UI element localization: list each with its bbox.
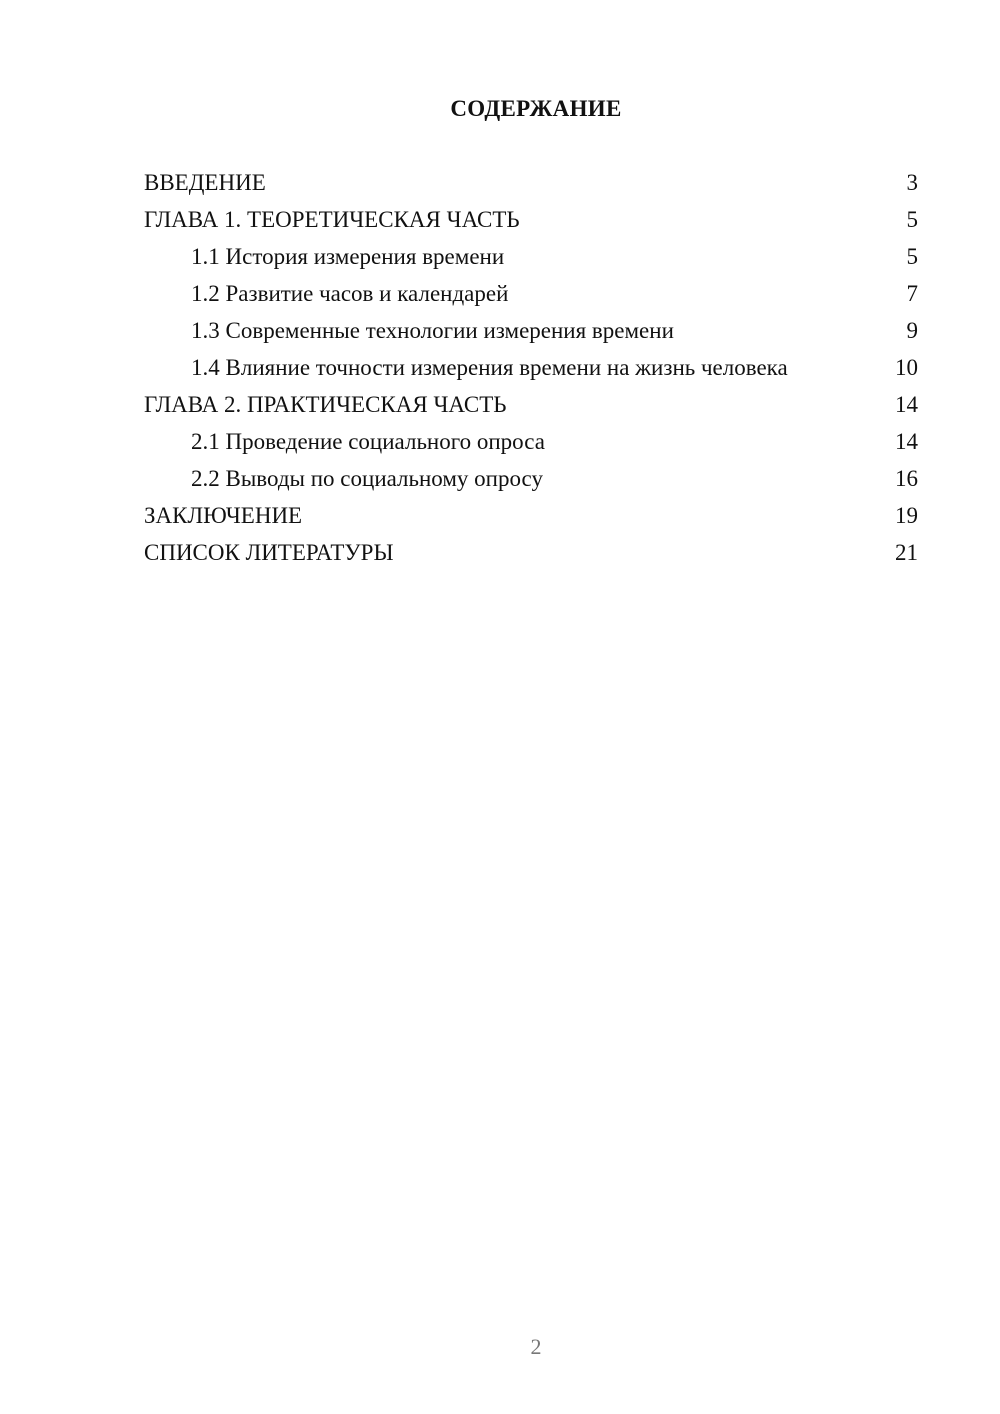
toc-entry-page: 9	[906, 318, 918, 343]
toc-entry-page: 16	[895, 466, 918, 491]
toc-entry-section-2-1[interactable]	[144, 428, 918, 456]
toc-entry-label: ГЛАВА 2. ПРАКТИЧЕСКАЯ ЧАСТЬ	[144, 392, 507, 417]
toc-entry-conclusion[interactable]	[144, 502, 918, 530]
toc-entry-label: ГЛАВА 1. ТЕОРЕТИЧЕСКАЯ ЧАСТЬ	[144, 207, 520, 232]
toc-entry-page: 10	[895, 355, 918, 380]
table-of-contents	[144, 169, 918, 576]
toc-entry-label: СПИСОК ЛИТЕРАТУРЫ	[144, 540, 394, 565]
toc-entry-page: 14	[895, 429, 918, 454]
toc-entry-label: 1.4 Влияние точности измерения времени на жизнь человека	[191, 355, 788, 380]
toc-entry-label: 1.1 История измерения времени	[191, 244, 505, 269]
toc-entry-chapter-2[interactable]	[144, 391, 918, 419]
toc-entry-section-1-4[interactable]	[144, 354, 918, 382]
toc-entry-page: 19	[895, 503, 918, 528]
toc-entry-label: 2.1 Проведение социального опроса	[191, 429, 545, 454]
toc-entry-page: 21	[895, 540, 918, 565]
toc-entry-section-1-1[interactable]	[144, 243, 918, 271]
page-number: 2	[530, 1334, 542, 1359]
toc-entry-page: 7	[906, 281, 918, 306]
toc-entry-page: 3	[906, 170, 918, 195]
toc-entry-section-1-3[interactable]	[144, 317, 918, 345]
toc-entry-section-2-2[interactable]	[144, 465, 918, 493]
page-title: СОДЕРЖАНИЕ	[450, 96, 622, 121]
toc-entry-introduction[interactable]	[144, 169, 918, 197]
toc-entry-label: 2.2 Выводы по социальному опросу	[191, 466, 543, 491]
toc-entry-label: 1.2 Развитие часов и календарей	[191, 281, 509, 306]
toc-entry-label: 1.3 Современные технологии измерения времени	[191, 318, 674, 343]
toc-entry-references[interactable]	[144, 539, 918, 567]
toc-entry-page: 5	[906, 244, 918, 269]
toc-entry-page: 14	[895, 392, 918, 417]
toc-entry-section-1-2[interactable]	[144, 280, 918, 308]
toc-entry-label: ЗАКЛЮЧЕНИЕ	[144, 503, 303, 528]
toc-entry-page: 5	[906, 207, 918, 232]
toc-entry-label: ВВЕДЕНИЕ	[144, 170, 266, 195]
toc-entry-chapter-1[interactable]	[144, 206, 918, 234]
